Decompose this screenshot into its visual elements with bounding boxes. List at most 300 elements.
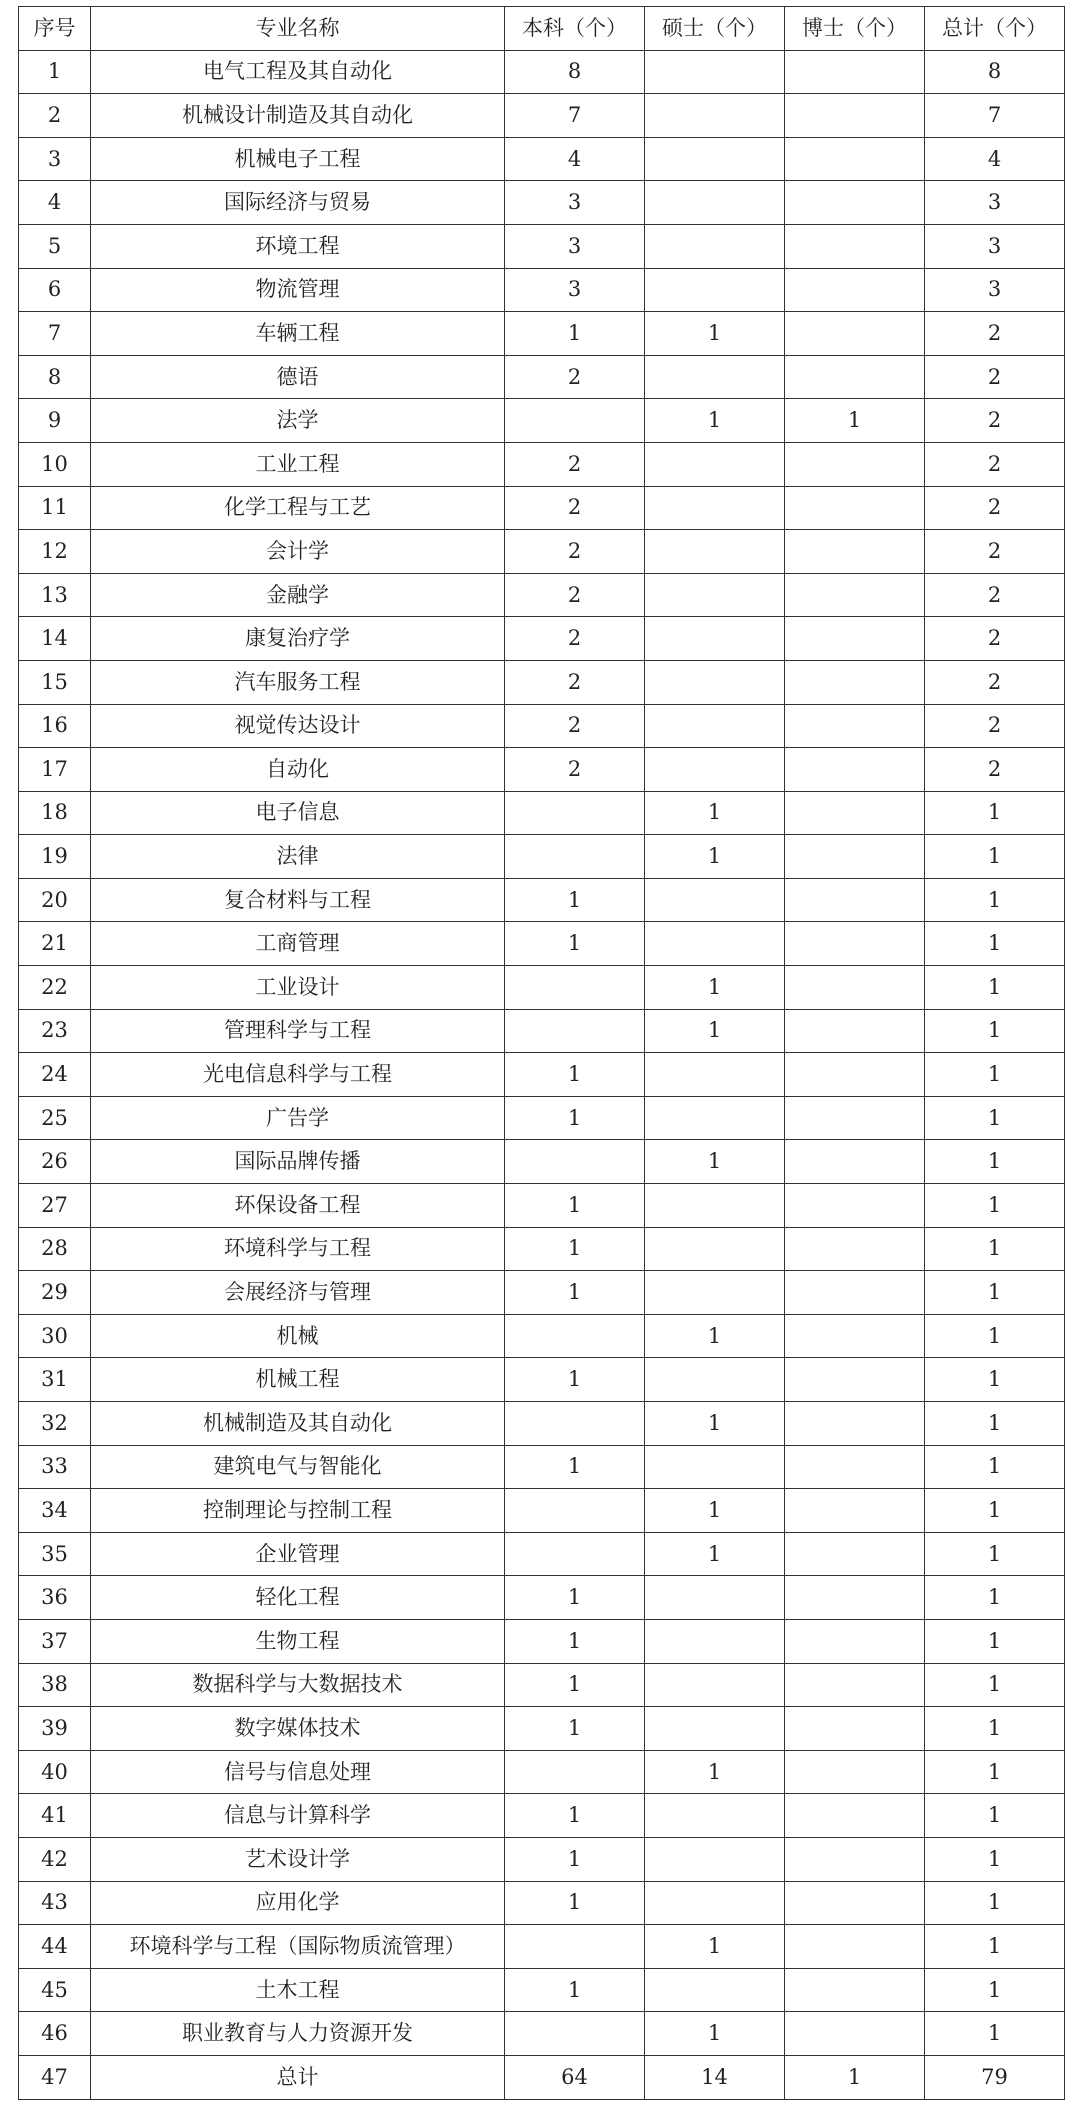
cell-seq: 13 [19,573,91,617]
cell-major-name: 机械制造及其自动化 [91,1402,505,1446]
cell-total: 1 [925,1837,1065,1881]
cell-total: 1 [925,1532,1065,1576]
cell-doctor [785,94,925,138]
table-row [19,878,1065,922]
table-row [19,1619,1065,1663]
cell-seq: 20 [19,878,91,922]
cell-major-name: 会计学 [91,530,505,574]
cell-major-name: 建筑电气与智能化 [91,1445,505,1489]
cell-bachelor: 64 [505,2055,645,2099]
table-row [19,573,1065,617]
cell-total: 1 [925,1271,1065,1315]
cell-seq: 9 [19,399,91,443]
cell-total: 2 [925,617,1065,661]
table-row [19,1053,1065,1097]
cell-doctor [785,1184,925,1228]
cell-doctor [785,1140,925,1184]
cell-doctor [785,1489,925,1533]
cell-major-name: 广告学 [91,1096,505,1140]
cell-seq: 32 [19,1402,91,1446]
header-bachelor-count: 本科（个） [505,7,645,51]
cell-major-name: 艺术设计学 [91,1837,505,1881]
cell-doctor [785,1009,925,1053]
cell-bachelor: 1 [505,312,645,356]
cell-bachelor: 1 [505,922,645,966]
cell-total: 1 [925,1968,1065,2012]
table-total-row [19,2055,1065,2099]
cell-doctor [785,1358,925,1402]
cell-total: 2 [925,704,1065,748]
cell-master [645,1096,785,1140]
cell-major-name: 德语 [91,355,505,399]
table-row [19,94,1065,138]
cell-doctor [785,1576,925,1620]
cell-master: 1 [645,399,785,443]
cell-seq: 34 [19,1489,91,1533]
cell-doctor [785,922,925,966]
cell-bachelor: 1 [505,1881,645,1925]
cell-doctor [785,1096,925,1140]
cell-master [645,1881,785,1925]
cell-seq: 1 [19,50,91,94]
cell-total: 1 [925,1881,1065,1925]
cell-major-name: 数字媒体技术 [91,1707,505,1751]
cell-major-name: 视觉传达设计 [91,704,505,748]
table-row [19,268,1065,312]
cell-bachelor: 1 [505,1968,645,2012]
cell-doctor [785,50,925,94]
cell-seq: 33 [19,1445,91,1489]
cell-master [645,268,785,312]
cell-bachelor: 2 [505,660,645,704]
cell-master [645,1227,785,1271]
cell-major-name: 工业设计 [91,966,505,1010]
cell-bachelor: 2 [505,748,645,792]
table-row [19,1968,1065,2012]
table-row [19,1227,1065,1271]
cell-bachelor: 2 [505,530,645,574]
cell-master [645,486,785,530]
cell-master [645,1837,785,1881]
cell-master [645,573,785,617]
cell-major-name: 汽车服务工程 [91,660,505,704]
cell-master [645,1271,785,1315]
cell-major-name: 光电信息科学与工程 [91,1053,505,1097]
cell-major-name: 企业管理 [91,1532,505,1576]
cell-doctor: 1 [785,2055,925,2099]
cell-doctor [785,617,925,661]
cell-major-name: 电子信息 [91,791,505,835]
cell-bachelor: 7 [505,94,645,138]
cell-seq: 19 [19,835,91,879]
cell-bachelor: 1 [505,1576,645,1620]
table-row [19,2012,1065,2056]
table-row [19,1794,1065,1838]
cell-seq: 26 [19,1140,91,1184]
cell-total: 2 [925,573,1065,617]
cell-seq: 45 [19,1968,91,2012]
cell-doctor [785,1227,925,1271]
cell-bachelor: 1 [505,1227,645,1271]
cell-doctor [785,1925,925,1969]
cell-doctor [785,1707,925,1751]
cell-doctor [785,878,925,922]
cell-bachelor [505,1314,645,1358]
cell-bachelor: 2 [505,573,645,617]
cell-seq: 5 [19,224,91,268]
cell-bachelor [505,399,645,443]
cell-master: 1 [645,1750,785,1794]
cell-seq: 14 [19,617,91,661]
cell-total: 1 [925,1402,1065,1446]
cell-major-name: 信息与计算科学 [91,1794,505,1838]
cell-bachelor: 2 [505,617,645,661]
cell-bachelor: 3 [505,268,645,312]
cell-total: 1 [925,1358,1065,1402]
cell-bachelor [505,1009,645,1053]
cell-master: 1 [645,1489,785,1533]
cell-bachelor: 3 [505,224,645,268]
cell-total: 1 [925,835,1065,879]
cell-bachelor: 1 [505,1358,645,1402]
cell-bachelor [505,1489,645,1533]
cell-seq: 16 [19,704,91,748]
cell-seq: 28 [19,1227,91,1271]
table-row [19,1663,1065,1707]
cell-major-name: 复合材料与工程 [91,878,505,922]
table-row [19,181,1065,225]
cell-seq: 24 [19,1053,91,1097]
cell-seq: 41 [19,1794,91,1838]
cell-master [645,355,785,399]
cell-master [645,1663,785,1707]
cell-major-name: 环保设备工程 [91,1184,505,1228]
table-row [19,1925,1065,1969]
cell-total: 1 [925,1227,1065,1271]
cell-doctor [785,573,925,617]
cell-bachelor: 2 [505,355,645,399]
cell-doctor [785,1271,925,1315]
cell-master: 1 [645,1402,785,1446]
cell-major-name: 机械工程 [91,1358,505,1402]
cell-major-name: 物流管理 [91,268,505,312]
header-major-name: 专业名称 [91,7,505,51]
cell-seq: 6 [19,268,91,312]
cell-total: 2 [925,660,1065,704]
cell-doctor [785,181,925,225]
table-row [19,137,1065,181]
cell-seq: 47 [19,2055,91,2099]
cell-seq: 17 [19,748,91,792]
cell-master [645,1794,785,1838]
table-row [19,1096,1065,1140]
cell-seq: 38 [19,1663,91,1707]
cell-major-name: 机械 [91,1314,505,1358]
cell-bachelor: 1 [505,1707,645,1751]
header-master-count: 硕士（个） [645,7,785,51]
cell-total: 1 [925,1619,1065,1663]
cell-master [645,1619,785,1663]
cell-doctor [785,1532,925,1576]
cell-major-name: 土木工程 [91,1968,505,2012]
cell-doctor [785,530,925,574]
cell-total: 1 [925,1445,1065,1489]
cell-bachelor [505,1750,645,1794]
cell-seq: 8 [19,355,91,399]
cell-doctor [785,1445,925,1489]
cell-major-name: 环境科学与工程 [91,1227,505,1271]
cell-major-name: 控制理论与控制工程 [91,1489,505,1533]
cell-bachelor: 1 [505,1794,645,1838]
cell-bachelor [505,1532,645,1576]
table-row [19,530,1065,574]
cell-master [645,1184,785,1228]
table-row [19,660,1065,704]
cell-total: 1 [925,1314,1065,1358]
cell-total: 1 [925,1140,1065,1184]
table-row [19,1445,1065,1489]
cell-seq: 18 [19,791,91,835]
cell-total: 8 [925,50,1065,94]
table-row [19,1402,1065,1446]
table-row [19,1271,1065,1315]
cell-seq: 40 [19,1750,91,1794]
cell-total: 2 [925,486,1065,530]
cell-major-name: 轻化工程 [91,1576,505,1620]
cell-master: 1 [645,1140,785,1184]
cell-doctor [785,268,925,312]
cell-total: 1 [925,1489,1065,1533]
cell-bachelor: 2 [505,486,645,530]
cell-major-name: 环境工程 [91,224,505,268]
cell-major-name: 电气工程及其自动化 [91,50,505,94]
cell-seq: 31 [19,1358,91,1402]
table-row [19,1837,1065,1881]
header-doctor-count: 博士（个） [785,7,925,51]
cell-master [645,1576,785,1620]
cell-seq: 27 [19,1184,91,1228]
cell-doctor [785,1314,925,1358]
cell-master [645,922,785,966]
table-row [19,748,1065,792]
cell-doctor [785,704,925,748]
table-row [19,1532,1065,1576]
cell-master: 14 [645,2055,785,2099]
cell-major-name: 国际品牌传播 [91,1140,505,1184]
cell-total: 2 [925,399,1065,443]
cell-major-name: 信号与信息处理 [91,1750,505,1794]
cell-master: 1 [645,1532,785,1576]
table-row [19,791,1065,835]
cell-major-name: 管理科学与工程 [91,1009,505,1053]
cell-doctor [785,791,925,835]
cell-total: 1 [925,1053,1065,1097]
header-seq: 序号 [19,7,91,51]
cell-master [645,1053,785,1097]
cell-bachelor: 1 [505,1184,645,1228]
cell-seq: 2 [19,94,91,138]
cell-bachelor: 3 [505,181,645,225]
cell-bachelor: 1 [505,1096,645,1140]
cell-bachelor: 1 [505,1619,645,1663]
cell-seq: 10 [19,442,91,486]
cell-bachelor: 1 [505,878,645,922]
cell-major-name: 职业教育与人力资源开发 [91,2012,505,2056]
cell-master [645,442,785,486]
cell-doctor [785,486,925,530]
cell-major-name: 康复治疗学 [91,617,505,661]
cell-total: 2 [925,442,1065,486]
cell-master [645,748,785,792]
cell-master: 1 [645,1314,785,1358]
cell-master [645,50,785,94]
cell-total: 2 [925,530,1065,574]
cell-master [645,1707,785,1751]
table-row [19,835,1065,879]
cell-master [645,878,785,922]
cell-total: 1 [925,878,1065,922]
cell-major-name: 总计 [91,2055,505,2099]
cell-doctor [785,2012,925,2056]
cell-major-name: 国际经济与贸易 [91,181,505,225]
cell-seq: 39 [19,1707,91,1751]
cell-total: 79 [925,2055,1065,2099]
table-row [19,1184,1065,1228]
cell-bachelor: 1 [505,1837,645,1881]
table-row [19,617,1065,661]
cell-seq: 42 [19,1837,91,1881]
table-row [19,1576,1065,1620]
cell-total: 1 [925,1925,1065,1969]
table-row [19,486,1065,530]
cell-seq: 23 [19,1009,91,1053]
table-body [19,50,1065,2099]
cell-major-name: 机械电子工程 [91,137,505,181]
cell-total: 3 [925,181,1065,225]
table-row [19,1489,1065,1533]
cell-major-name: 工商管理 [91,922,505,966]
cell-doctor [785,1663,925,1707]
cell-doctor [785,1837,925,1881]
cell-major-name: 环境科学与工程（国际物质流管理） [91,1925,505,1969]
cell-master [645,1968,785,2012]
cell-bachelor [505,791,645,835]
cell-master [645,617,785,661]
cell-total: 4 [925,137,1065,181]
cell-total: 2 [925,355,1065,399]
table-header-row [19,7,1065,51]
cell-total: 1 [925,966,1065,1010]
cell-seq: 3 [19,137,91,181]
cell-major-name: 应用化学 [91,1881,505,1925]
cell-major-name: 会展经济与管理 [91,1271,505,1315]
cell-seq: 22 [19,966,91,1010]
cell-total: 1 [925,1184,1065,1228]
table-row [19,704,1065,748]
cell-major-name: 生物工程 [91,1619,505,1663]
cell-doctor [785,1619,925,1663]
cell-master: 1 [645,2012,785,2056]
cell-total: 3 [925,268,1065,312]
cell-seq: 44 [19,1925,91,1969]
major-statistics-table [18,6,1065,2100]
cell-major-name: 法学 [91,399,505,443]
cell-doctor [785,660,925,704]
cell-bachelor: 1 [505,1271,645,1315]
cell-bachelor: 2 [505,442,645,486]
cell-seq: 43 [19,1881,91,1925]
cell-major-name: 化学工程与工艺 [91,486,505,530]
cell-total: 1 [925,1096,1065,1140]
table-row [19,224,1065,268]
cell-total: 1 [925,1750,1065,1794]
cell-doctor [785,835,925,879]
cell-seq: 36 [19,1576,91,1620]
cell-seq: 12 [19,530,91,574]
cell-total: 1 [925,2012,1065,2056]
cell-seq: 29 [19,1271,91,1315]
cell-doctor [785,966,925,1010]
header-total-count: 总计（个） [925,7,1065,51]
major-statistics-table-container [18,6,1064,2100]
cell-bachelor [505,966,645,1010]
cell-total: 1 [925,1009,1065,1053]
cell-doctor [785,1881,925,1925]
cell-master: 1 [645,791,785,835]
cell-total: 1 [925,1663,1065,1707]
cell-bachelor: 1 [505,1445,645,1489]
cell-major-name: 工业工程 [91,442,505,486]
table-row [19,442,1065,486]
cell-bachelor [505,835,645,879]
cell-doctor [785,1053,925,1097]
cell-bachelor [505,1402,645,1446]
cell-master [645,704,785,748]
cell-master [645,530,785,574]
cell-master [645,94,785,138]
table-row [19,1750,1065,1794]
cell-doctor [785,1750,925,1794]
cell-seq: 46 [19,2012,91,2056]
table-row [19,1314,1065,1358]
cell-seq: 7 [19,312,91,356]
cell-bachelor: 4 [505,137,645,181]
cell-seq: 21 [19,922,91,966]
cell-doctor [785,442,925,486]
cell-bachelor: 8 [505,50,645,94]
table-row [19,399,1065,443]
cell-seq: 35 [19,1532,91,1576]
cell-doctor [785,224,925,268]
cell-doctor [785,1402,925,1446]
cell-master [645,181,785,225]
table-row [19,1881,1065,1925]
cell-total: 1 [925,791,1065,835]
cell-doctor [785,1968,925,2012]
cell-master [645,1445,785,1489]
table-row [19,355,1065,399]
table-row [19,966,1065,1010]
cell-major-name: 法律 [91,835,505,879]
cell-doctor [785,1794,925,1838]
cell-major-name: 金融学 [91,573,505,617]
table-row [19,922,1065,966]
cell-bachelor [505,1140,645,1184]
cell-total: 1 [925,1576,1065,1620]
cell-bachelor: 1 [505,1663,645,1707]
table-row [19,1707,1065,1751]
cell-master [645,137,785,181]
